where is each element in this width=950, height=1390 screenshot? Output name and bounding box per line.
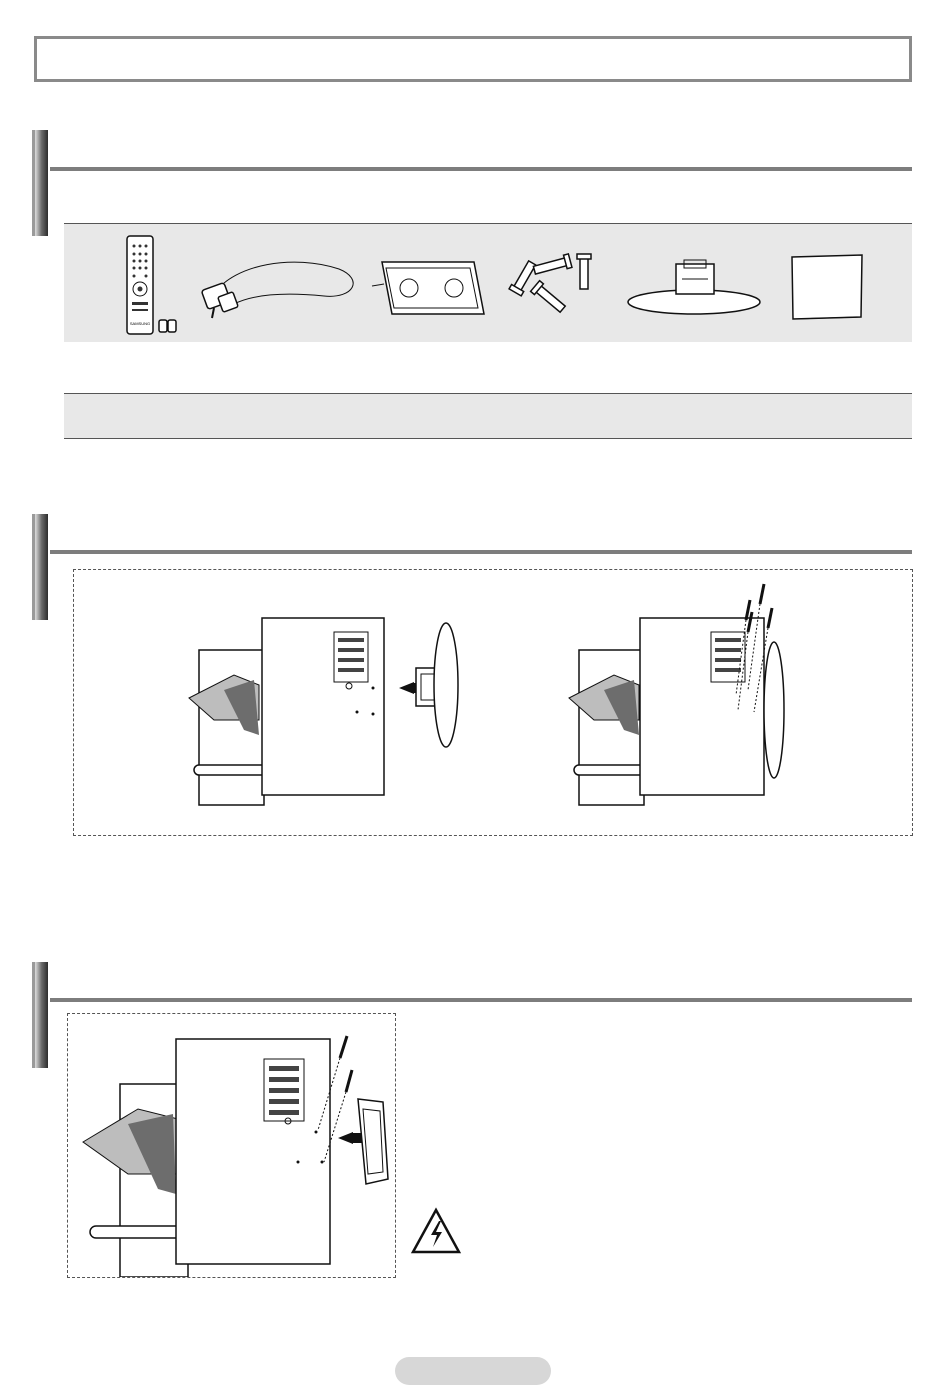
svg-text:SAMSUNG: SAMSUNG [129,321,151,326]
screws-icon [509,254,591,315]
stand-icon [628,260,760,314]
remote-control-icon [127,236,176,334]
page-title-box [34,36,912,82]
tv-back-step2-icon [569,584,784,805]
accessories-note-strip [64,393,912,439]
cover-icon [372,262,484,314]
section-divider [50,550,912,554]
section-divider [50,167,912,171]
accessories-illustration [64,224,912,342]
stand-installation-illustration [74,570,912,835]
section-divider [50,998,912,1002]
tv-back-step1-icon [189,618,458,805]
high-voltage-warning-icon [410,1207,462,1255]
section-marker [32,962,48,1068]
stand-cover-figure [67,1013,396,1278]
section-marker [32,514,48,620]
power-cord-icon [201,262,353,318]
stand-installation-figure [73,569,913,836]
accessories-strip [64,223,912,342]
stand-cover-illustration [68,1014,395,1277]
cloth-icon [792,255,862,319]
section-marker [32,130,48,236]
page-number-pill [395,1357,551,1385]
